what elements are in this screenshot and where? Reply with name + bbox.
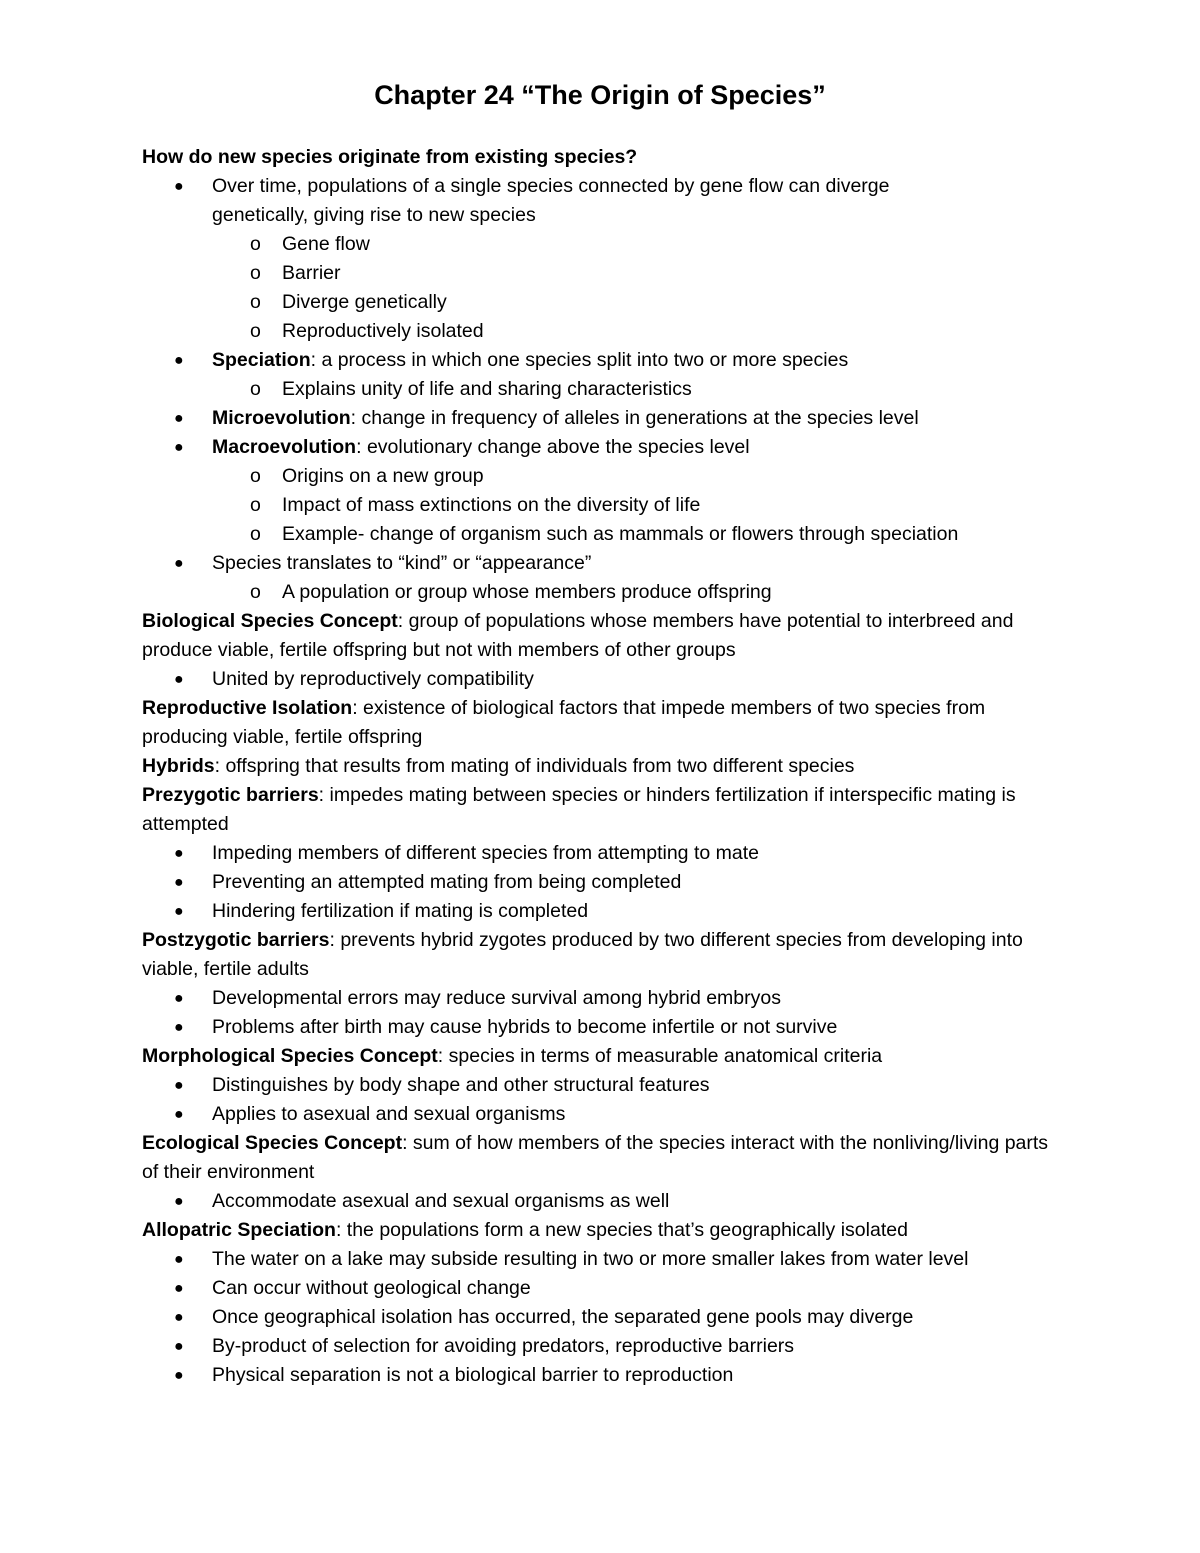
sub-list-item: o Origins on a new group [250,465,484,487]
list-item: ● The water on a lake may subside resulting in two or more smaller lakes from water level [174,1248,969,1270]
list-item: ● Microevolution: change in frequency of alleles in generations at the species level [174,407,919,429]
list-item: ● Over time, populations of a single species connected by gene flow can diverge [174,175,890,197]
definition-paragraph: Hybrids: offspring that results from mating of individuals from two different species [142,755,855,777]
list-item: ● Applies to asexual and sexual organisms [174,1103,566,1125]
list-item: ● Speciation: a process in which one species split into two or more species [174,349,849,371]
sub-list-item: o Gene flow [250,233,370,255]
list-item: ● By-product of selection for avoiding predators, reproductive barriers [174,1335,795,1357]
definition-paragraph: Postzygotic barriers: prevents hybrid zygotes produced by two different species from developing into viable, fertile adults [142,929,1023,980]
sub-list-item: o A population or group whose members produce offspring [250,581,772,603]
list-item: ● Problems after birth may cause hybrids to become infertile or not survive [174,1016,838,1038]
sub-list-item: o Barrier [250,262,341,284]
sub-list-item: o Impact of mass extinctions on the diversity of life [250,494,701,516]
list-item: ● Can occur without geological change [174,1277,531,1299]
definition-paragraph: Ecological Species Concept: sum of how members of the species interact with the nonliving/living parts of their environment [142,1132,1049,1183]
list-item: ● Hindering fertilization if mating is completed [174,900,589,922]
notes-body [142,143,1062,1390]
list-item-continuation: genetically, giving rise to new species [212,204,536,226]
definition-paragraph: Allopatric Speciation: the populations form a new species that’s geographically isolated [142,1219,908,1241]
list-item: ● Macroevolution: evolutionary change above the species level [174,436,750,458]
list-item: ● Impeding members of different species from attempting to mate [174,842,759,864]
list-item: ● Once geographical isolation has occurred, the separated gene pools may diverge [174,1306,914,1328]
definition-paragraph: Reproductive Isolation: existence of biological factors that impede members of two species from producing viable, fertile offspring [142,697,986,748]
list-item: ● Distinguishes by body shape and other structural features [174,1074,710,1096]
section-heading: How do new species originate from existing species? [142,146,638,168]
sub-list-item: o Explains unity of life and sharing characteristics [250,378,692,400]
list-item: ● United by reproductively compatibility [174,668,534,690]
definition-paragraph: Biological Species Concept: group of populations whose members have potential to interbreed and produce viable, fertile offspring but not with members of other groups [142,610,1014,661]
list-item: ● Physical separation is not a biological barrier to reproduction [174,1364,734,1386]
definition-paragraph: Morphological Species Concept: species in terms of measurable anatomical criteria [142,1045,883,1067]
sub-list-item: o Reproductively isolated [250,320,484,342]
list-item: ● Species translates to “kind” or “appearance” [174,552,592,574]
definition-paragraph: Prezygotic barriers: impedes mating between species or hinders fertilization if interspecific mating is attempted [142,784,1016,835]
sub-list-item: o Example- change of organism such as mammals or flowers through speciation [250,523,959,545]
list-item: ● Developmental errors may reduce survival among hybrid embryos [174,987,781,1009]
page-title: Chapter 24 “The Origin of Species” [374,80,826,110]
list-item: ● Preventing an attempted mating from being completed [174,871,682,893]
list-item: ● Accommodate asexual and sexual organisms as well [174,1190,670,1212]
sub-list-item: o Diverge genetically [250,291,447,313]
